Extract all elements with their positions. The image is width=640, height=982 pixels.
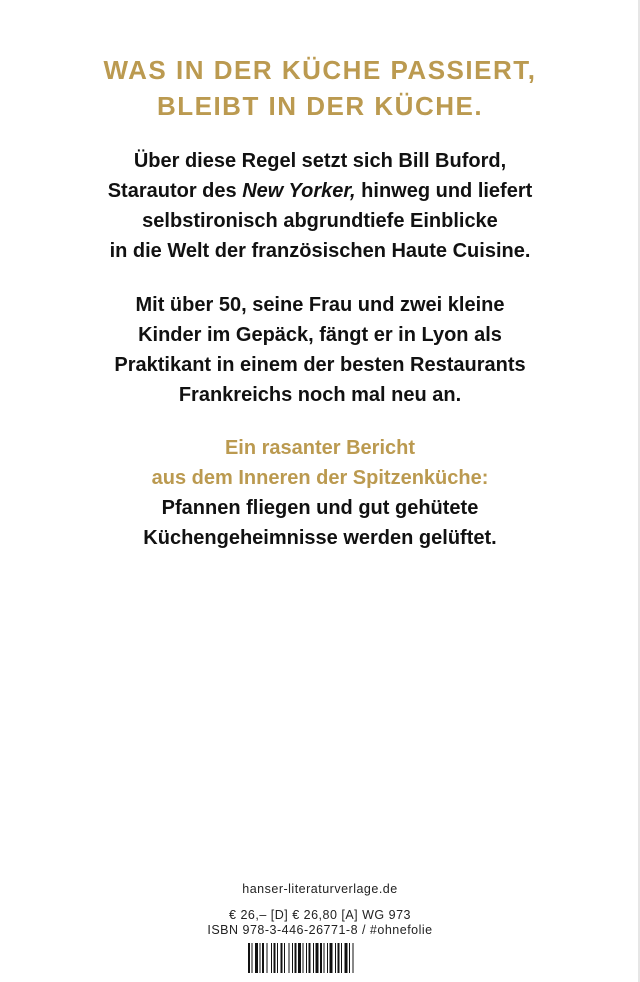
blurb-2-line-3: Praktikant in einem der besten Restaurants bbox=[114, 354, 526, 376]
blurb-1-line-4: in die Welt der französischen Haute Cuisine. bbox=[109, 240, 531, 262]
blurb-1-line-2 bbox=[0, 176, 640, 206]
blurb-2-line-4: Frankreichs noch mal neu an. bbox=[178, 384, 462, 406]
blurb-1-line-2-post: hinweg und liefert bbox=[355, 180, 533, 202]
blurb-1-line-3: selbstironisch abgrundtiefe Einblicke bbox=[142, 210, 498, 232]
price-info: € 26,– [D] € 26,80 [A] WG 973 bbox=[229, 908, 411, 922]
blurb-3-line-2: aus dem Inneren der Spitzenküche: bbox=[151, 467, 489, 489]
headline-line-1: WAS IN DER KÜCHE PASSIERT, bbox=[103, 55, 537, 85]
barcode-icon bbox=[248, 943, 392, 973]
magazine-title: New Yorker, bbox=[242, 180, 356, 202]
blurb-2-line-1: Mit über 50, seine Frau und zwei kleine bbox=[135, 294, 505, 316]
blurb-3-line-4: Küchengeheimnisse werden gelüftet. bbox=[143, 527, 497, 549]
blurb-1-line-2-pre: Starautor des bbox=[107, 180, 243, 202]
blurb-3-line-3: Pfannen fliegen und gut gehütete bbox=[161, 497, 479, 519]
isbn-info: ISBN 978-3-446-26771-8 / #ohnefolie bbox=[207, 923, 433, 937]
blurb-2-line-2: Kinder im Gepäck, fängt er in Lyon als bbox=[138, 324, 502, 346]
blurb-1-line-1: Über diese Regel setzt sich Bill Buford, bbox=[133, 150, 507, 172]
headline bbox=[0, 52, 640, 124]
blurb-3-line-1: Ein rasanter Bericht bbox=[224, 437, 416, 459]
publisher-url: hanser-literaturverlage.de bbox=[242, 882, 398, 896]
blurb-paragraph-3 bbox=[0, 433, 640, 553]
headline-line-2: BLEIBT IN DER KÜCHE. bbox=[156, 91, 484, 121]
blurb-paragraph-2 bbox=[0, 290, 640, 410]
blurb-paragraph-1 bbox=[0, 146, 640, 266]
